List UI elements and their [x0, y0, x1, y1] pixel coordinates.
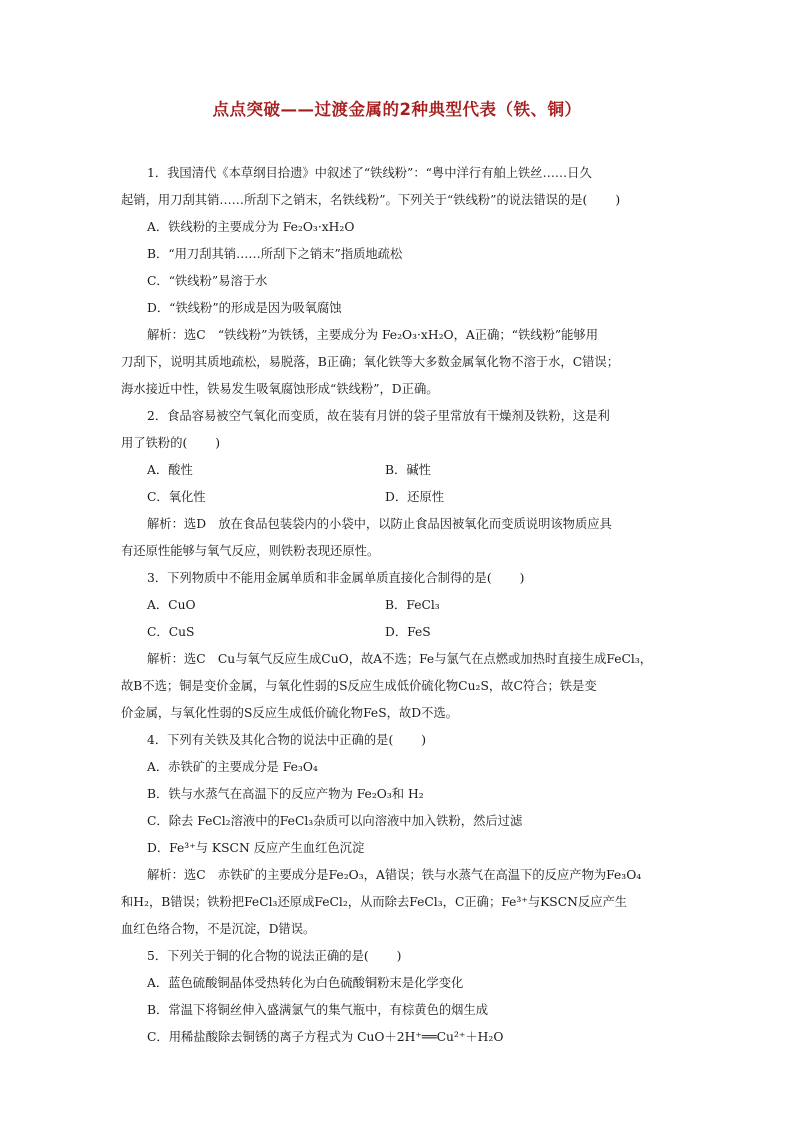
q5-option-c: C．用稀盐酸除去铜锈的离子方程式为 CuO＋2H⁺══Cu²⁺＋H₂O [147, 1030, 504, 1044]
q4-stem-text: 4．下列有关铁及其化合物的说法中正确的是( [147, 733, 394, 747]
q1-analysis-line-3: 海水接近中性，铁易发生吸氧腐蚀形成“铁线粉”，D正确。 [121, 382, 439, 396]
q3-option-a: A．CuO [147, 598, 196, 612]
q1-analysis-line-1: 解析：选C “铁线粉”为铁锈，主要成分为 Fe₂O₃·xH₂O，A正确；“铁线粉”能够用 [147, 328, 599, 342]
q3-analysis-line-2: 故B不选；铜是变价金属，与氧化性弱的S反应生成低价硫化物Cu₂S，故C符合；铁是变 [121, 679, 597, 693]
q2-options-row-1 [121, 457, 676, 484]
page-title: 点点突破——过渡金属的2种典型代表（铁、铜） [212, 100, 582, 119]
q3-options-row-2 [121, 619, 676, 646]
q2-option-b: B．碱性 [385, 463, 431, 477]
q4-option-a: A．赤铁矿的主要成分是 Fe₃O₄ [147, 760, 318, 774]
q1-option-b: B．“用刀刮其销……所刮下之销末”指质地疏松 [147, 247, 403, 261]
q5-option-a: A．蓝色硫酸铜晶体受热转化为白色硫酸铜粉末是化学变化 [147, 976, 464, 990]
q4-analysis-line-3: 血红色络合物，不是沉淀，D错误。 [121, 922, 316, 936]
q5-option-b: B．常温下将铜丝伸入盛满氯气的集气瓶中，有棕黄色的烟生成 [147, 1003, 489, 1017]
q4-analysis-line-2: 和H₂，B错误；铁粉把FeCl₃还原成FeCl₂，从而除去FeCl₃，C正确；Fe³⁺与KSCN反应产生 [121, 895, 628, 909]
q1-stem-line-2 [121, 187, 676, 214]
q1-option-a: A．铁线粉的主要成分为 Fe₂O₃·xH₂O [147, 220, 355, 234]
q2-option-d: D．还原性 [385, 490, 445, 504]
q1-analysis-line-2: 刀刮下，说明其质地疏松，易脱落，B正确；氧化铁等大多数金属氧化物不溶于水，C错误； [121, 355, 620, 369]
q4-analysis-line-1: 解析：选C 赤铁矿的主要成分是Fe₂O₃，A错误；铁与水蒸气在高温下的反应产物为Fe₃O₄ [147, 868, 642, 882]
q4-stem [121, 727, 676, 754]
q3-option-d: D．FeS [385, 625, 431, 639]
q1-stem-line-1: 1．我国清代《本草纲目拾遗》中叙述了“铁线粉”：“粤中洋行有舶上铁丝……日久 [147, 166, 592, 180]
q4-option-b: B．铁与水蒸气在高温下的反应产物为 Fe₂O₃和 H₂ [147, 787, 424, 801]
q1-option-c: C．“铁线粉”易溶于水 [147, 274, 268, 288]
q4-option-d: D．Fe³⁺与 KSCN 反应产生血红色沉淀 [147, 841, 365, 855]
q4-answer-paren: ) [421, 733, 427, 747]
q2-option-c: C．氧化性 [147, 490, 206, 504]
question-list [121, 160, 676, 1051]
q5-answer-paren: ) [396, 949, 402, 963]
q3-analysis-line-1: 解析：选C Cu与氧气反应生成CuO，故A不选；Fe与氯气在点燃或加热时直接生成FeCl₃， [147, 652, 653, 666]
q1-answer-paren: ) [615, 193, 621, 207]
q2-options-row-2 [121, 484, 676, 511]
q1-option-d: D．“铁线粉”的形成是因为吸氧腐蚀 [147, 301, 342, 315]
q5-stem [121, 943, 676, 970]
q3-answer-paren: ) [519, 571, 525, 585]
q4-option-c: C．除去 FeCl₂溶液中的FeCl₃杂质可以向溶液中加入铁粉，然后过滤 [147, 814, 523, 828]
q2-option-a: A．酸性 [147, 463, 193, 477]
q3-stem [121, 565, 676, 592]
q3-analysis-line-3: 价金属，与氧化性弱的S反应生成低价硫化物FeS，故D不选。 [121, 706, 458, 720]
q2-answer-paren: ) [215, 436, 221, 450]
q2-stem-line-1: 2．食品容易被空气氧化而变质，故在装有月饼的袋子里常放有干燥剂及铁粉，这是利 [147, 409, 610, 423]
q2-analysis-line-2: 有还原性能够与氧气反应，则铁粉表现还原性。 [121, 544, 380, 558]
q1-stem-text: 起销，用刀刮其销……所刮下之销末，名铁线粉”。下列关于“铁线粉”的说法错误的是( [121, 193, 588, 207]
q5-stem-text: 5．下列关于铜的化合物的说法正确的是( [147, 949, 369, 963]
q2-stem-text: 用了铁粉的( [121, 436, 188, 450]
q3-option-b: B．FeCl₃ [385, 598, 440, 612]
q3-option-c: C．CuS [147, 625, 195, 639]
q2-stem-line-2 [121, 430, 676, 457]
q3-options-row-1 [121, 592, 676, 619]
q2-analysis-line-1: 解析：选D 放在食品包装袋内的小袋中，以防止食品因被氧化而变质说明该物质应具 [147, 517, 612, 531]
q3-stem-text: 3．下列物质中不能用金属单质和非金属单质直接化合制得的是( [147, 571, 492, 585]
